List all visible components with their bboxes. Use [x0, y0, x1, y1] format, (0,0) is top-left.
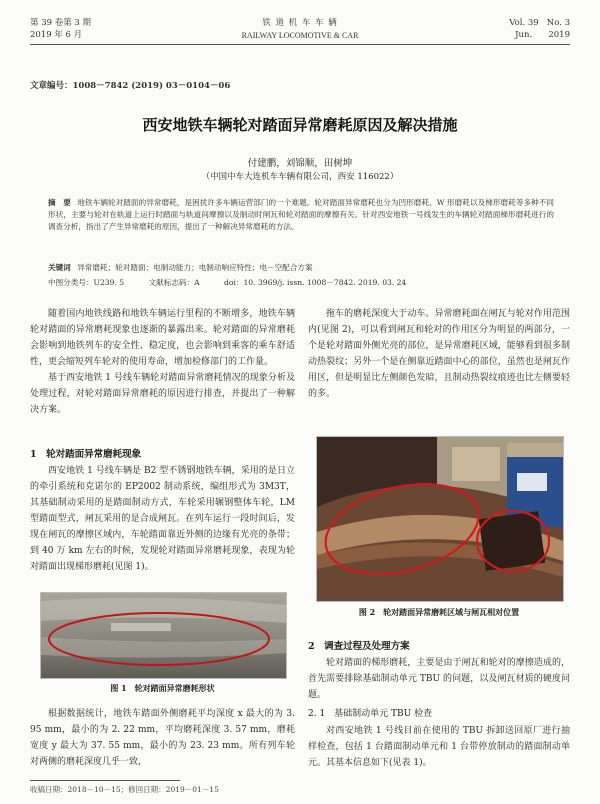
section-1-heading: 1 轮对踏面异常磨耗现象	[30, 449, 142, 460]
left-paragraph-4: 根据数据统计，地铁车踏面外侧磨耗平均深度 x 最大的为 3. 95 mm，最小的为 2. 22 mm，平均磨耗深度 3. 57 mm，磨耗宽度 y 最大为 37. 55 mm，最小的为 23. 23 mm。所有列车轮对两侧的磨耗深度几乎一致，	[30, 709, 295, 767]
left-column-bottom	[30, 706, 295, 770]
page-title: 西安地铁车辆轮对踏面异常磨耗原因及解决措施	[142, 116, 458, 134]
right-column-mid	[308, 655, 570, 703]
abstract-label: 摘 要	[48, 198, 71, 207]
left-paragraph-1: 随着国内地铁线路和地铁车辆运行里程的不断增多，地铁车辆轮对踏面的异常磨耗现象也逐渐的暴露出来。轮对踏面的异常磨耗会影响到地铁列车的安全性、稳定度，也会影响到乘客的乘车舒适性，更会缩短列车轮对的使用寿命，增加检修部门的工作量。	[30, 309, 295, 367]
authors: 付建鹏，刘锦顺，田树坤	[247, 158, 353, 169]
abstract-text: 地铁车辆轮对踏面的异常磨耗，是困扰许多车辆运营部门的一个难题。轮对踏面异常磨耗也分为凹形磨耗、W 形磨耗以及梯形磨耗等多种不同形状，主要与轮对在轨道上运行时踏面与轨道间摩擦以及制动时闸瓦和轮对踏面的摩擦有关。针对西安地铁一号线发生的车辆轮对踏面梯形磨耗进行的调查分析，指出了产生异常磨耗的原因，提出了一种解决异常磨耗的方法。	[48, 198, 554, 231]
keywords-label: 关键词	[48, 263, 71, 272]
received-date: 收稿日期：2018－10－15；修回日期：2019－01－15	[30, 785, 219, 794]
right-column-top	[308, 306, 570, 402]
journal-name-cn: 铁 道 机 车 车 辆	[262, 18, 338, 28]
right-paragraph-3: 对西安地铁 1 号线目前在使用的 TBU 拆卸送回原厂进行抽样检查，包括 1 台踏面制动单元和 1 台带停放制动的踏面制动单元。其基本信息如下(见表 1)。	[308, 726, 570, 768]
affiliation: （中国中车大连机车车辆有限公司，西安 116022）	[201, 172, 399, 182]
header-rule	[30, 44, 570, 45]
left-paragraph-3: 西安地铁 1 号线车辆是 B2 型不锈钢地铁车辆，采用的是日立的牵引系统和克诺尔的 EP2002 制动系统，编组形式为 3M3T，其基础制动采用的是踏面制动方式，车轮采用辗钢整体车轮，LM 型踏面型式，闸瓦采用的是合成闸瓦。在列车运行一段时间后，发现在闸瓦的摩擦区域内，车轮踏面靠近外侧的边缘有光亮的条带；到 40 万 km 左右的时候，发现轮对踏面异常磨耗现象，表现为轮对踏面出现梯形磨耗(见图 1)。	[30, 466, 295, 572]
right-paragraph-1: 拖车的磨耗深度大于动车。异常磨耗面在闸瓦与轮对作用范围内(见图 2)，可以看到闸瓦和轮对的作用区分为明显的两部分，一个是轮对踏面外侧光亮的部位，是异常磨耗区域，能够看到很多制动热裂纹；另外一个是在侧靠近踏面中心的部位，虽然也是闸瓦作用区，但是明显比左侧颜色发暗，且制动热裂纹痕迹也比左侧要轻的多。	[308, 309, 570, 399]
left-paragraph-2: 基于西安地铁 1 号线车辆轮对踏面异常磨耗情况的现象分析及处理过程，对轮对踏面异常磨耗的原因进行排查，并提出了一种解决方案。	[30, 373, 295, 415]
doi: doi：10. 3969/j. issn. 1008－7842. 2019. 03. 24	[224, 278, 407, 287]
document-code: 文献标志码：A	[148, 278, 200, 287]
classification	[48, 277, 554, 289]
right-column-bottom	[308, 723, 570, 771]
footer-rule	[30, 780, 180, 781]
figure-2-photo	[316, 436, 564, 602]
keywords-text: 异常磨耗；轮对踏面；电制动能力；电制动响应特性；电－空配合方案	[77, 263, 313, 272]
section-2-heading: 2 调查过程及处理方案	[308, 641, 410, 652]
figure-1-caption: 图 1 轮对踏面异常磨耗形状	[110, 683, 215, 693]
figure-1-photo	[40, 592, 287, 679]
volume-issue-en: Vol. 39 No. 3	[509, 18, 570, 28]
volume-issue-cn: 第 39 卷第 3 期	[30, 18, 92, 28]
article-number: 文章编号：1008－7842 (2019) 03－0104－06	[30, 81, 231, 91]
section-2-1-heading: 2. 1 基础制动单元 TBU 检查	[308, 709, 433, 719]
figure-2-caption: 图 2 轮对踏面异常磨耗区域与闸瓦相对位置	[358, 607, 520, 617]
abstract	[48, 197, 554, 233]
right-paragraph-2: 轮对踏面的梯形磨耗，主要是由于闸瓦和轮对的摩擦造成的，首先需要排除基础制动单元 TBU 的问题，以及闸瓦材质的硬度问题。	[308, 658, 570, 700]
left-column-top	[30, 306, 295, 418]
left-column-mid	[30, 463, 295, 575]
date-en: Jun. 2019	[515, 30, 570, 40]
date-cn: 2019 年 6 月	[30, 30, 83, 40]
keywords	[48, 262, 554, 274]
journal-name-en: RAILWAY LOCOMOTIVE & CAR	[241, 31, 359, 40]
clc-number: 中图分类号：U239. 5	[48, 278, 125, 287]
